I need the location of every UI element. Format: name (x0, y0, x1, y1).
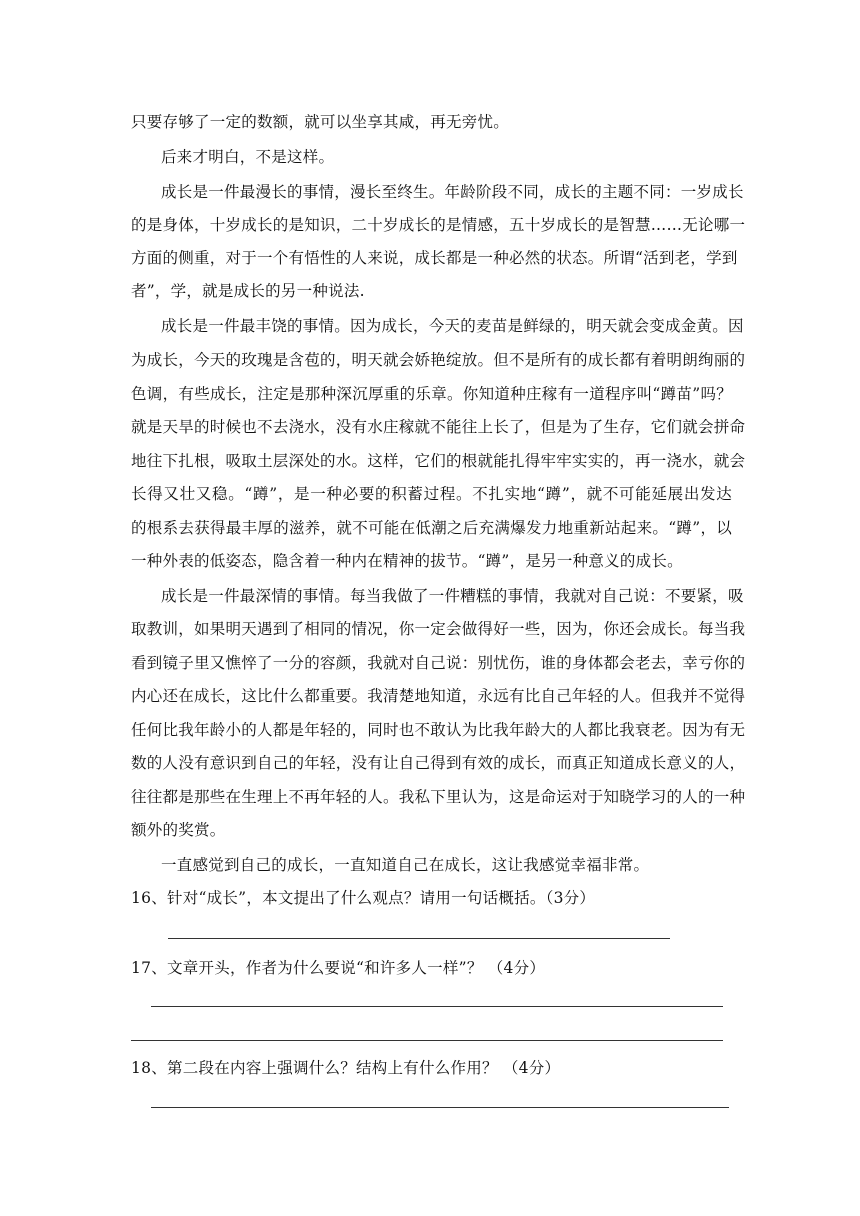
passage-line: 就是天旱的时候也不去浇水，没有水庄稼就不能往上长了，但是为了生存，它们就会拼命 (131, 418, 746, 436)
answer-line-q16[interactable] (168, 938, 670, 939)
passage-line: 方面的侧重，对于一个有悟性的人来说，成长都是一种必然的状态。所谓“活到老，学到 (131, 249, 738, 267)
answer-line-q18[interactable] (151, 1107, 729, 1108)
passage-line: 数的人没有意识到自己的年轻，没有让自己得到有效的成长，而真正知道成长意义的人， (131, 754, 746, 772)
passage-line: 一种外表的低姿态，隐含着一种内在精神的拔节。“蹲”，是另一种意义的成长。 (131, 552, 683, 570)
question-17: 17、文章开头，作者为什么要说“和许多人一样”？ （4分） (131, 959, 546, 977)
passage-line: 额外的奖赏。 (131, 821, 226, 839)
passage-line: 内心还在成长，这比什么都重要。我清楚地知道，永远有比自己年轻的人。但我并不觉得 (131, 687, 746, 705)
passage-line: 只要存够了一定的数额，就可以坐享其咸，再无旁忧。 (131, 113, 510, 131)
passage-line: 成长是一件最丰饶的事情。因为成长，今天的麦苗是鲜绿的，明天就会变成金黄。因 (161, 317, 744, 335)
passage-line: 往往都是那些在生理上不再年轻的人。我私下里认为，这是命运对于知晓学习的人的一种 (131, 788, 746, 806)
passage-line: 成长是一件最深情的事情。每当我做了一件糟糕的事情，我就对自己说：不要紧，吸 (161, 587, 744, 605)
passage-line: 任何比我年龄小的人都是年轻的，同时也不敢认为比我年龄大的人都比我衰老。因为有无 (131, 721, 746, 739)
passage-line: 看到镜子里又憔悴了一分的容颜，我就对自己说：别忧伤，谁的身体都会老去，幸亏你的 (131, 654, 746, 672)
passage-line: 长得又壮又稳。“蹲”，是一种必要的积蓄过程。不扎实地“蹲”，就不可能延展出发达 (131, 485, 732, 503)
passage-line: 的根系去获得最丰厚的滋养，就不可能在低潮之后充满爆发力地重新站起来。“蹲”，以 (131, 519, 732, 537)
passage-line: 者”，学，就是成长的另一种说法. (131, 282, 365, 300)
question-18: 18、第二段在内容上强调什么？结构上有什么作用？ （4分） (131, 1059, 561, 1077)
passage-line: 成长是一件最漫长的事情，漫长至终生。年龄阶段不同，成长的主题不同：一岁成长 (161, 183, 744, 201)
passage-line: 一直感觉到自己的成长，一直知道自己在成长，这让我感觉幸福非常。 (161, 856, 650, 874)
passage-line: 的是身体，十岁成长的是知识，二十岁成长的是情感，五十岁成长的是智慧……无论哪一 (131, 216, 746, 234)
answer-line-q17-1[interactable] (151, 1006, 723, 1007)
passage-line: 取教训，如果明天遇到了相同的情况，你一定会做得好一些，因为，你还会成长。每当我 (131, 620, 746, 638)
passage-line: 色调，有些成长，注定是那种深沉厚重的乐章。你知道种庄稼有一道程序叫“蹲苗”吗？ (131, 385, 732, 403)
passage-line: 后来才明白，不是这样。 (161, 148, 335, 166)
question-16: 16、针对“成长”，本文提出了什么观点？请用一句话概括。（3分） (131, 889, 596, 907)
passage-line: 为成长，今天的玫瑰是含苞的，明天就会娇艳绽放。但不是所有的成长都有着明朗绚丽的 (131, 351, 746, 369)
passage-line: 地往下扎根，吸取土层深处的水。这样，它们的根就能扎得牢牢实实的，再一浇水，就会 (131, 452, 746, 470)
answer-line-q17-2[interactable] (131, 1040, 723, 1041)
